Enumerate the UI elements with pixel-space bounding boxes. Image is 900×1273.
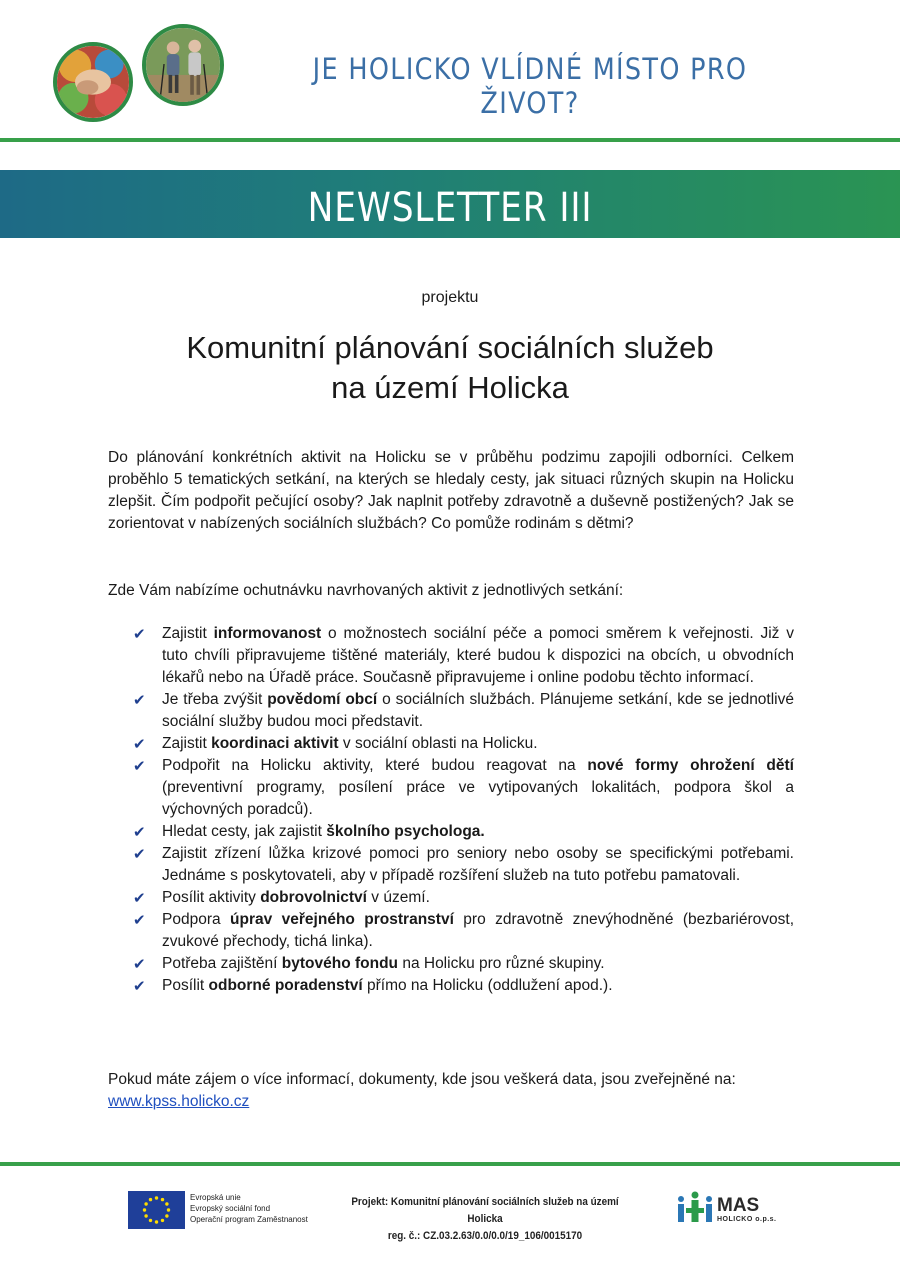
header-divider bbox=[0, 138, 900, 142]
eu-star bbox=[144, 1202, 147, 1205]
eu-star bbox=[143, 1208, 146, 1211]
walkers-photo bbox=[142, 24, 224, 106]
checkmark-icon: ✔ bbox=[133, 625, 146, 643]
checklist-text: Zajistit bbox=[162, 625, 214, 642]
checkmark-icon: ✔ bbox=[133, 757, 146, 775]
checklist-item bbox=[133, 843, 794, 887]
eu-flag-logo bbox=[128, 1191, 185, 1229]
checklist-text-rest: v sociální oblasti na Holicku. bbox=[338, 735, 538, 752]
checklist-item bbox=[133, 953, 794, 975]
walkers-photo-image bbox=[146, 28, 220, 102]
project-info bbox=[337, 1194, 634, 1245]
footer-divider bbox=[0, 1162, 900, 1166]
eu-star bbox=[165, 1202, 168, 1205]
eu-stars-icon bbox=[128, 1191, 185, 1229]
checklist-highlight: úprav veřejného prostranství bbox=[230, 911, 454, 928]
checklist-text-rest: (preventivní programy, posílení práce ve vytipovaných lokalitách, podpora škol a výchovných poradců). bbox=[162, 779, 794, 818]
intro-paragraph: Do plánování konkrétních aktivit na Holicku se v průběhu podzimu zapojili odborníci. Celkem proběhlo 5 tematických setkání, na kterých se hledaly cesty, jak situaci různých skupin na Holicku zlepšit. Čím podpořit pečující osoby? Jak naplnit potřeby zdravotně a duševně postižených? Jak se zorientovat v nabízených sociálních službách? Co pomůže rodinám s dětmi? bbox=[108, 449, 794, 532]
checklist-item bbox=[133, 887, 794, 909]
checkmark-icon: ✔ bbox=[133, 823, 146, 841]
checklist-highlight: nové formy ohrožení dětí bbox=[587, 757, 794, 774]
checklist-text: Podpořit na Holicku aktivity, které budou reagovat na bbox=[162, 757, 588, 774]
subtitle: projektu bbox=[421, 289, 479, 306]
checklist-text-rest: o sociálních službách. Plánujeme setkání, kde se jednotlivé sociální služby budou moci představit. bbox=[162, 691, 794, 730]
checklist-item bbox=[133, 821, 794, 843]
checklist-highlight: informovanost bbox=[213, 625, 322, 642]
eu-line2: Evropský sociální fond bbox=[190, 1204, 271, 1213]
eu-star bbox=[144, 1214, 147, 1217]
checklist-item bbox=[133, 755, 794, 821]
checkmark-icon: ✔ bbox=[133, 845, 146, 863]
activity-checklist bbox=[133, 623, 794, 997]
checklist-highlight: bytového fondu bbox=[281, 955, 399, 972]
checklist-text-rest: přímo na Holicku (oddlužení apod.). bbox=[362, 977, 613, 994]
contact-text: Pokud máte zájem o více informací, dokumenty, kde jsou veškerá data, jsou zveřejněné na: bbox=[108, 1071, 736, 1088]
eu-star bbox=[155, 1196, 158, 1199]
checklist-highlight: školního psychologa. bbox=[326, 823, 485, 840]
eu-star bbox=[161, 1219, 164, 1222]
project-title-line1: Komunitní plánování sociálních služeb bbox=[186, 330, 714, 365]
hands-photo-image bbox=[57, 46, 129, 118]
checkmark-icon: ✔ bbox=[133, 977, 146, 995]
checklist-text: Posílit bbox=[162, 977, 209, 994]
eu-line1: Evropská unie bbox=[190, 1193, 241, 1202]
mas-holicko-logo bbox=[675, 1190, 715, 1226]
project-title bbox=[0, 328, 900, 408]
checklist-text: Je třeba zvýšit bbox=[162, 691, 268, 708]
mas-name: MAS bbox=[717, 1195, 760, 1216]
checklist-text-rest: v území. bbox=[367, 889, 430, 906]
eu-star bbox=[155, 1220, 158, 1223]
checklist-text: Zajistit zřízení lůžka krizové pomoci pro seniory nebo osoby se specifickými potřebami. Jednáme s poskytovateli, aby v případě rozšíření služeb na tuto potřebu pamatovali. bbox=[162, 845, 794, 884]
checklist-item bbox=[133, 623, 794, 689]
checkmark-icon: ✔ bbox=[133, 911, 146, 929]
checklist-text: Posílit aktivity bbox=[162, 889, 261, 906]
checklist-item bbox=[133, 909, 794, 953]
checklist-highlight: koordinaci aktivit bbox=[211, 735, 339, 752]
eu-star bbox=[165, 1214, 168, 1217]
website-link[interactable]: www.kpss.holicko.cz bbox=[108, 1093, 250, 1110]
checklist-text: Potřeba zajištění bbox=[162, 955, 282, 972]
checklist-highlight: dobrovolnictví bbox=[260, 889, 367, 906]
checklist-item bbox=[133, 689, 794, 733]
people-icon bbox=[675, 1190, 715, 1226]
checklist-highlight: povědomí obcí bbox=[267, 691, 378, 708]
checklist-text-rest: o možnostech sociální péče a pomoci směrem k veřejnosti. Již v tuto chvíli připravujeme tištěné materiály, které budou k dispozici na obcích, u obvodních lékařů nebo na Úřadě práce. Současně připravujeme i online podobu těchto informací. bbox=[162, 625, 794, 686]
checkmark-icon: ✔ bbox=[133, 955, 146, 973]
hands-photo bbox=[53, 42, 133, 122]
contact-paragraph bbox=[108, 1069, 794, 1113]
mas-subtitle: HOLICKO o.p.s. bbox=[717, 1216, 777, 1223]
eu-funding-text bbox=[190, 1192, 308, 1225]
checklist-text-rest: pro zdravotně znevýhodněné (bezbariérovost, zvukové přechody, tichá linka). bbox=[162, 911, 795, 950]
eu-star bbox=[149, 1198, 152, 1201]
checkmark-icon: ✔ bbox=[133, 691, 146, 709]
checklist-highlight: odborné poradenství bbox=[208, 977, 363, 994]
banner-title: NEWSLETTER III bbox=[307, 185, 593, 231]
checkmark-icon: ✔ bbox=[133, 735, 146, 753]
checkmark-icon: ✔ bbox=[133, 889, 146, 907]
header-title: JE HOLICKO VLÍDNÉ MÍSTO PRO ŽIVOT? bbox=[312, 52, 748, 120]
project-name: Projekt: Komunitní plánování sociálních služeb na území Holicka bbox=[351, 1196, 619, 1225]
checklist-item bbox=[133, 975, 794, 997]
eu-star bbox=[161, 1198, 164, 1201]
lead-paragraph: Zde Vám nabízíme ochutnávku navrhovaných aktivit z jednotlivých setkání: bbox=[108, 582, 624, 599]
checklist-text: Hledat cesty, jak zajistit bbox=[162, 823, 327, 840]
eu-star bbox=[167, 1208, 170, 1211]
registration-number: reg. č.: CZ.03.2.63/0.0/0.0/19_106/0015170 bbox=[387, 1230, 583, 1242]
checklist-text-rest: na Holicku pro různé skupiny. bbox=[398, 955, 605, 972]
checklist-text: Zajistit bbox=[162, 735, 212, 752]
checklist-item bbox=[133, 733, 794, 755]
project-title-line2: na území Holicka bbox=[331, 370, 569, 405]
eu-star bbox=[149, 1219, 152, 1222]
eu-line3: Operační program Zaměstnanost bbox=[190, 1215, 308, 1224]
checklist-text: Podpora bbox=[162, 911, 231, 928]
